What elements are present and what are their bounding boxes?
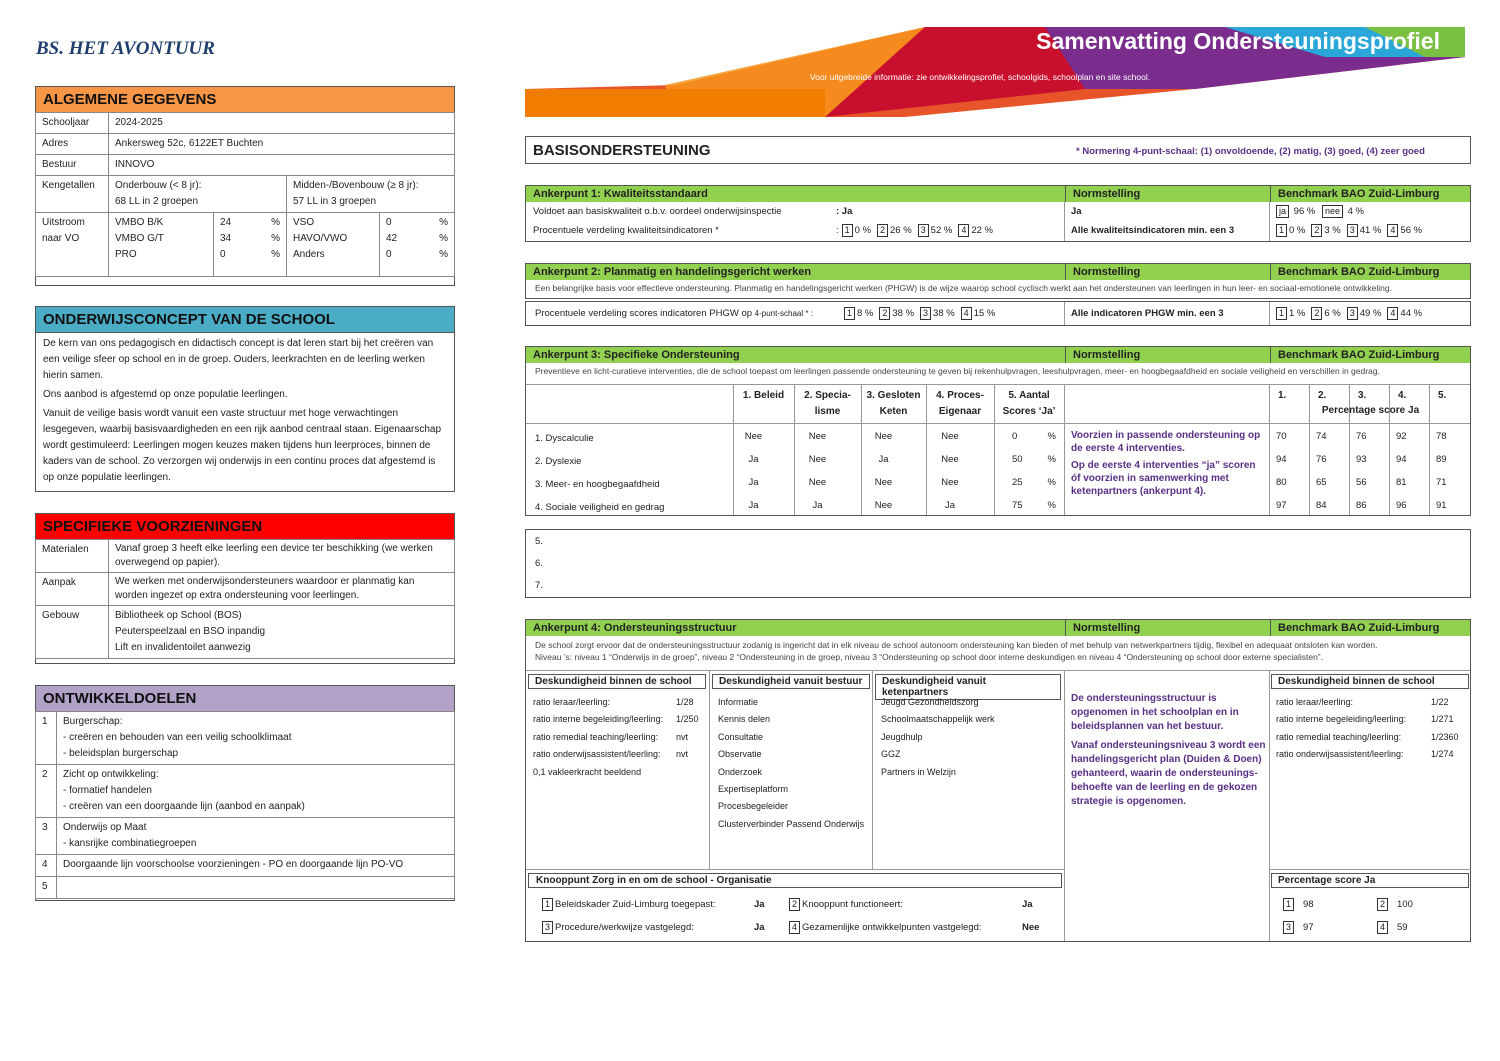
a3-col-header: 3. Gesloten Keten	[866, 390, 921, 417]
a3-row-bench: 74	[1316, 431, 1327, 442]
colon: :	[836, 225, 839, 236]
a2-values	[844, 305, 1001, 322]
a3-row-value: Nee	[941, 477, 959, 488]
ankerpunt-2	[525, 263, 1471, 319]
a3-col-header: 2. Specia- lisme	[804, 390, 851, 417]
list-item: Partners in Welzijn	[881, 766, 956, 777]
concept-p3: Vanuit de veilige basis wordt vanuit een vaste structuur met hoge verwachtingen lesgegeven, waarbij basisvaardigheden en een rijk aanbod centraal staan. Eigenaarschap wordt gestimuleerd: Leerlingen mogen keuzes maken tijdens hun leerproces, binnen de kaders van de school. Zo verzorgen wij onderwijs in een continu proces dat afgestemd is op onze populatie leerlingen.	[43, 408, 442, 483]
a3-col-header: 5. Aantal Scores ‘Ja’	[1002, 390, 1056, 417]
a3-row-bench: 84	[1316, 500, 1327, 511]
a3-row-value: Ja	[944, 500, 956, 511]
percentage-title: Percentage score Ja	[1271, 873, 1469, 888]
list-item: Expertiseplatform	[718, 784, 789, 795]
score-item: 2 3 %	[1311, 225, 1340, 236]
a4-body	[525, 636, 1471, 942]
a3-row-bench: 76	[1316, 454, 1327, 465]
a3-row-value: Nee	[874, 500, 893, 511]
uitstroom-right	[287, 213, 380, 277]
score-item: 3 38 %	[920, 308, 955, 319]
uitstroom-name: VMBO G/T	[115, 233, 164, 244]
a4-col2-list	[718, 694, 870, 833]
a3-description: Preventieve en licht-curatieve interventies, die de school toepast om leerlingen passende ondersteuning te geven bij rekenhulpvragen, leeshulpvragen, meer- en hoogbegaafdheid en sociale veiligheid en verschillen in gedrag.	[535, 366, 1380, 376]
score-item: 1 0 %	[1276, 225, 1305, 236]
ankerpunt-1	[525, 185, 1471, 236]
a3-extra-box	[525, 529, 1471, 598]
concept-panel	[35, 306, 455, 492]
ankerpunt-4-title: Ankerpunt 4: Ondersteuningsstructuur	[533, 622, 737, 634]
adres-label: Adres	[36, 134, 109, 155]
schooljaar-label: Schooljaar	[36, 113, 109, 134]
ankerpunt-3-bench-header: Benchmark BAO Zuid-Limburg	[1270, 347, 1446, 363]
materialen-value: Vanaf groep 3 heeft elke leerling een device ter beschikking (we werken overwegend op papier).	[109, 540, 455, 573]
a3-row-score: 25 %	[1012, 477, 1056, 488]
a4-norm: De ondersteuningsstructuur is opgenomen in het schoolplan en in beleidsplannen van het bestuur. Vanaf ondersteuningsniveau 3 wordt een handelingsgericht plan (Duiden & Doen) gehanteerd, waarin de ondersteunings-behoefte van de leerling en de gekozen strategie is opgenomen.	[1071, 693, 1266, 807]
a3-bench-col-header: 5.	[1438, 390, 1447, 401]
bestuur-value: INNOVO	[109, 155, 455, 176]
score-item: 2 26 %	[877, 225, 912, 236]
ontwikkeldoel-row	[36, 765, 455, 818]
ontwikkeldoel-num: 4	[36, 855, 57, 877]
list-item: Procesbegeleider	[718, 801, 789, 812]
gebouw-value: Bibliotheek op School (BOS) Peuterspeelzaal en BSO inpandig Lift en invalidentoilet aanwezig	[109, 606, 455, 659]
knooppunt-item: 4 Gezamenlijke ontwikkelpunten vastgelegd:	[789, 921, 982, 935]
a3-row-value: Nee	[808, 477, 827, 488]
list-item: ratio remedial teaching/leerling: nvt	[533, 731, 689, 742]
ankerpunt-2-title: Ankerpunt 2: Planmatig en handelingsgericht werken	[533, 266, 812, 278]
a3-row-value: Nee	[874, 477, 893, 488]
knooppunt-item: 2 Knooppunt functioneert:	[789, 898, 903, 912]
a3-col-header: 4. Proces- Eigenaar	[936, 390, 984, 417]
ontwikkeldoel-num: 2	[36, 765, 57, 818]
a3-row-bench: 89	[1436, 454, 1447, 465]
ontwikkeldoel-row	[36, 818, 455, 855]
a3-row-bench: 71	[1436, 477, 1447, 488]
ontwikkeldoel-row	[36, 712, 455, 765]
percentage-item: 4 59	[1377, 921, 1408, 935]
school-name: BS. HET AVONTUUR	[36, 38, 215, 59]
list-item: Kennis delen	[718, 714, 771, 725]
voorzieningen-table	[35, 539, 455, 659]
uitstroom-left	[109, 213, 214, 277]
ontwikkeldoel-text: Doorgaande lijn voorschoolse voorzieningen - PO en doorgaande lijn PO-VO	[57, 855, 455, 877]
knooppunt-item: 3 Procedure/werkwijze vastgelegd:	[542, 921, 694, 935]
a4-col2-title: Deskundigheid vanuit bestuur	[712, 674, 870, 689]
a3-col-header: 1. Beleid	[742, 390, 785, 401]
voorzieningen-title: SPECIFIEKE VOORZIENINGEN	[36, 514, 454, 540]
list-item: Informatie	[718, 697, 759, 707]
uitstroom-left-values	[214, 213, 287, 277]
score-item: 2 38 %	[879, 308, 914, 319]
ontwikkeldoel-row	[36, 855, 455, 877]
concept-p2: Ons aanbod is afgestemd op onze populatie leerlingen.	[43, 389, 288, 400]
a3-row-bench: 76	[1356, 431, 1367, 442]
a3-row-name: 1. Dyscalculie	[535, 433, 594, 444]
a1-row1-norm: Ja	[1071, 206, 1082, 217]
list-item: Schoolmaatschappelijk werk	[881, 714, 995, 725]
algemene-gegevens-table	[35, 112, 455, 277]
score-item: 2 6 %	[1311, 308, 1340, 319]
basisondersteuning-title: BASISONDERSTEUNING	[533, 142, 711, 159]
ankerpunt-4-bench-header: Benchmark BAO Zuid-Limburg	[1270, 620, 1446, 636]
a3-row-value: Nee	[941, 454, 959, 465]
a3-row-bench: 94	[1276, 454, 1287, 465]
ontwikkeldoelen-title: ONTWIKKELDOELEN	[36, 686, 454, 712]
a4-description: De school zorgt ervoor dat de ondersteuningsstructuur zodanig is ingericht dat in elk niveau de school autonoom ondersteuning kan bieden of met behulp van netwerkpartners tijdig, flexibel en adequaat ontsloten kan worden. Niveau ’s: niveau 1 “Onderwijs in de groep”, niveau 2 “Ondersteuning in de groep, niveau 3 “Ondersteuning op school door interne deskundigen en niveau 4 “Ondersteuning op school door externe specialisten”.	[535, 640, 1378, 662]
list-item: ratio onderwijsassistent/leerling: 1/274	[1276, 749, 1454, 760]
a3-row-bench: 97	[1276, 500, 1287, 511]
ontwikkeldoel-num: 1	[36, 712, 57, 765]
a3-bench-col-header: 4.	[1398, 390, 1407, 401]
score-item: 4 44 %	[1387, 308, 1422, 319]
list-item: Consultatie	[718, 731, 764, 742]
knooppunt-value: Nee	[1022, 922, 1040, 933]
a3-row-bench: 86	[1356, 500, 1367, 511]
uitstroom-name: HAVO/VWO	[293, 233, 348, 244]
a1-row2-bench	[1276, 222, 1428, 239]
a3-row-score: 50 %	[1012, 454, 1056, 465]
a4-bench-list	[1276, 694, 1466, 764]
a3-row-name: 2. Dyslexie	[535, 456, 582, 467]
algemene-gegevens-panel	[35, 86, 455, 286]
uitstroom-name: Anders	[293, 249, 325, 260]
a4-col1-list	[533, 694, 703, 781]
a3-row-bench: 81	[1396, 477, 1407, 488]
ankerpunt-2-norm-header: Normstelling	[1065, 264, 1270, 280]
score-item: 3 41 %	[1347, 225, 1382, 236]
a3-row-value: Nee	[808, 454, 827, 465]
a3-row-value: Nee	[744, 431, 763, 442]
ankerpunt-2-bench-header: Benchmark BAO Zuid-Limburg	[1270, 264, 1446, 280]
ankerpunt-4-norm-header: Normstelling	[1065, 620, 1270, 636]
a3-row-bench: 92	[1396, 431, 1407, 442]
uitstroom-name: VMBO B/K	[115, 217, 164, 228]
list-item: ratio interne begeleiding/leerling: 1/250	[533, 714, 699, 725]
a2-description: Een belangrijke basis voor effectieve ondersteuning. Planmatig en handelingsgericht werken (PHGW) is de wijze waarop school cyclisch werkt aan het ondersteunen van leerlingen in hun leer- en sociaal-emotionele ontwikkeling.	[535, 283, 1392, 293]
knooppunt-value: Ja	[754, 922, 765, 933]
list-item: ratio leraar/leerling: 1/22	[1276, 697, 1449, 707]
materialen-label: Materialen	[36, 540, 109, 573]
knooppunt-value: Ja	[754, 899, 765, 910]
list-item: Clusterverbinder Passend Onderwijs	[718, 818, 865, 829]
list-item: Observatie	[718, 749, 762, 760]
ontwikkeldoel-num: 5	[36, 877, 57, 899]
a3-row-value: Nee	[874, 431, 893, 442]
a3-row-bench: 78	[1436, 431, 1447, 442]
uitstroom-value: 34 %	[220, 233, 280, 244]
basisondersteuning-header	[525, 136, 1471, 164]
percentage-item: 2 100	[1377, 898, 1413, 912]
percentage-item: 1 98	[1283, 898, 1314, 912]
onderbouw-cell: Onderbouw (< 8 jr): 68 LL in 2 groepen	[109, 176, 287, 213]
uitstroom-value: 42 %	[386, 233, 448, 244]
ankerpunt-1-title: Ankerpunt 1: Kwaliteitsstandaard	[533, 188, 708, 200]
knooppunt-title: Knooppunt Zorg in en om de school - Organisatie	[528, 873, 1062, 888]
aanpak-value: We werken met onderwijsondersteuners waardoor er planmatig kan worden ingezet op extra ondersteuning voor leerlingen.	[109, 573, 455, 606]
list-item: Onderzoek	[718, 766, 763, 777]
a2-norm: Alle indicatoren PHGW min. een 3	[1071, 308, 1224, 319]
uitstroom-label: Uitstroom naar VO	[36, 213, 109, 277]
ontwikkeldoelen-table	[35, 711, 455, 899]
uitstroom-right-values	[380, 213, 455, 277]
a3-body	[525, 363, 1471, 516]
a3-norm: Voorzien in passende ondersteuning op de eerste 4 interventies. Op de eerste 4 interventies “ja” scoren óf voorzien in samenwerking met ketenpartners (ankerpunt 4).	[1071, 430, 1261, 497]
a3-row-bench: 65	[1316, 477, 1327, 488]
a3-row-value: Ja	[748, 500, 759, 511]
list-item: ratio interne begeleiding/leerling: 1/271	[1276, 714, 1454, 725]
ankerpunt-1-norm-header: Normstelling	[1065, 186, 1270, 202]
a3-row-value: Ja	[878, 454, 889, 465]
score-item: 3 49 %	[1347, 308, 1382, 319]
ontwikkeldoel-text: Zicht op ontwikkeling: - formatief handelen - creëren van een doorgaande lijn (aanbod en aanpak)	[57, 765, 455, 818]
a3-row-value: Nee	[808, 431, 827, 442]
a3-row-value: Ja	[812, 500, 823, 511]
concept-p1: De kern van ons pedagogisch en didactisch concept is dat leren start bij het creëren van een veilige sfeer op school en in de groep. Ouders, leerkrachten en de leerling werken hierin samen.	[43, 338, 434, 381]
a3-row-bench: 56	[1356, 477, 1367, 488]
a4-bench-title: Deskundigheid binnen de school	[1271, 674, 1469, 689]
score-item: 4 56 %	[1387, 225, 1422, 236]
a2-row-label: Procentuele verdeling scores indicatoren PHGW op 4-punt-schaal * :	[535, 308, 813, 319]
list-item: Jeugd Gezondheidszorg	[881, 697, 979, 707]
a1-row2-values	[836, 222, 999, 239]
a3-row-score: 75 %	[1012, 500, 1056, 511]
score-item: 4 15 %	[961, 308, 996, 319]
bestuur-label: Bestuur	[36, 155, 109, 176]
list-item: ratio remedial teaching/leerling: 1/2360	[1276, 731, 1459, 742]
list-item: Jeugdhulp	[881, 731, 923, 742]
extra-5: 5.	[535, 536, 543, 547]
knooppunt-value: Ja	[1022, 899, 1033, 910]
a3-row-name: 3. Meer- en hoogbegaafdheid	[535, 479, 660, 490]
a1-row1-value: : Ja	[836, 206, 853, 217]
a3-row-name: 4. Sociale veiligheid en gedrag	[535, 502, 665, 513]
list-item: ratio leraar/leerling: 1/28	[533, 697, 694, 707]
a3-row-bench: 80	[1276, 477, 1287, 488]
a3-row-bench: 96	[1396, 500, 1407, 511]
ontwikkeldoel-text	[57, 877, 455, 899]
extra-7: 7.	[535, 580, 543, 591]
a3-row-bench: 93	[1356, 454, 1367, 465]
uitstroom-name: VSO	[293, 217, 315, 228]
ontwikkeldoelen-panel	[35, 685, 455, 901]
normering-text: * Normering 4-punt-schaal: (1) onvoldoende, (2) matig, (3) goed, (4) zeer goed	[1076, 146, 1425, 157]
midden-cell: Midden-/Bovenbouw (≥ 8 jr): 57 LL in 3 groepen	[287, 176, 455, 213]
score-item: 1 8 %	[844, 308, 873, 319]
a3-row-value: Ja	[748, 454, 759, 465]
a3-row-bench: 94	[1396, 454, 1407, 465]
ontwikkeldoel-row	[36, 877, 455, 899]
percentage-item: 3 97	[1283, 921, 1314, 935]
score-item: 3 52 %	[918, 225, 953, 236]
uitstroom-name: PRO	[115, 249, 137, 260]
ankerpunt-1-bench-header: Benchmark BAO Zuid-Limburg	[1270, 186, 1446, 202]
uitstroom-value: 0 %	[220, 249, 280, 260]
a3-bench-subtitle: Percentage score Ja	[1321, 405, 1420, 416]
algemene-gegevens-title: ALGEMENE GEGEVENS	[36, 87, 454, 113]
a3-bench-col-header: 1.	[1278, 390, 1287, 401]
ankerpunt-3-norm-header: Normstelling	[1065, 347, 1270, 363]
a1-row2-label: Procentuele verdeling kwaliteitsindicatoren *	[533, 225, 719, 236]
a4-col3-list	[881, 694, 1061, 781]
a3-row-value: Nee	[941, 431, 959, 442]
kengetallen-label: Kengetallen	[36, 176, 109, 213]
a4-col1-title: Deskundigheid binnen de school	[528, 674, 706, 689]
ankerpunt-3-title: Ankerpunt 3: Specifieke Ondersteuning	[533, 349, 740, 361]
uitstroom-value: 0 %	[386, 217, 448, 228]
ankerpunt-3	[525, 346, 1471, 513]
score-item: 4 22 %	[958, 225, 993, 236]
a1-row1-label: Voldoet aan basiskwaliteit o.b.v. oordeel onderwijsinspectie	[533, 206, 782, 217]
score-item: 1 1 %	[1276, 308, 1305, 319]
a3-bench-col-header: 2.	[1318, 390, 1327, 401]
uitstroom-value: 0 %	[386, 249, 448, 260]
adres-value: Ankersweg 52c, 6122ET Buchten	[109, 134, 455, 155]
a3-row-score: 0 %	[1012, 431, 1056, 442]
list-item: GGZ	[881, 749, 901, 760]
schooljaar-value: 2024-2025	[109, 113, 455, 134]
a2-bench	[1276, 305, 1428, 322]
banner-subtitle: Voor uitgebreide informatie: zie ontwikkelingsprofiel, schoolgids, schoolplan en site school.	[809, 72, 1151, 82]
a3-bench-col-header: 3.	[1358, 390, 1367, 401]
extra-6: 6.	[535, 558, 543, 569]
list-item: ratio onderwijsassistent/leerling: nvt	[533, 749, 689, 760]
a3-row-value: Ja	[748, 477, 759, 488]
uitstroom-value: 24 %	[220, 217, 280, 228]
ankerpunt-4	[525, 619, 1471, 933]
a3-row-bench: 70	[1276, 431, 1287, 442]
a4-col3-title: Deskundigheid vanuit ketenpartners	[875, 674, 1061, 700]
a1-row2-norm: Alle kwaliteitsindicatoren min. een 3	[1071, 225, 1235, 236]
list-item: 0,1 vakleerkracht beeldend	[533, 766, 642, 777]
knooppunt-item: 1 Beleidskader Zuid-Limburg toegepast:	[542, 898, 716, 912]
concept-title: ONDERWIJSCONCEPT VAN DE SCHOOL	[36, 307, 454, 333]
ontwikkeldoel-text: Onderwijs op Maat - kansrijke combinatiegroepen	[57, 818, 455, 855]
banner-title: Samenvatting Ondersteuningsprofiel	[1036, 28, 1440, 54]
voorzieningen-panel	[35, 513, 455, 664]
aanpak-label: Aanpak	[36, 573, 109, 606]
gebouw-label: Gebouw	[36, 606, 109, 659]
score-item: 1 0 %	[842, 225, 871, 236]
ontwikkeldoel-text: Burgerschap: - creëren en behouden van een veilig schoolklimaat - beleidsplan burgerschap	[57, 712, 455, 765]
ontwikkeldoel-num: 3	[36, 818, 57, 855]
a1-row1-bench: ja 96 % nee 4 %	[1276, 203, 1364, 220]
a3-row-bench: 91	[1436, 500, 1447, 511]
